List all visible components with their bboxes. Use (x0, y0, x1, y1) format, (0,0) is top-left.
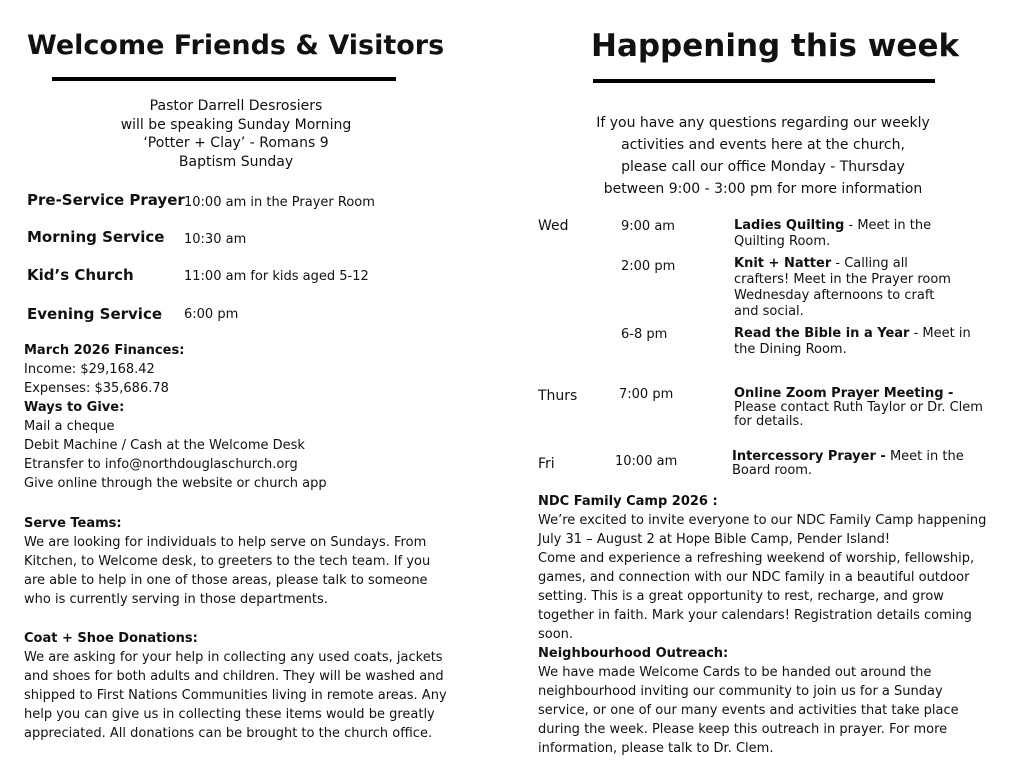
service-name: Morning Service (27, 228, 165, 246)
speaker-line: Pastor Darrell Desrosiers (149, 98, 323, 114)
outreach-body: We have made Welcome Cards to be handed out around the neighbourhood inviting our community to join us for a Sunday service, or one of our many events and activities that take place during the week. Please keep this outreach in prayer. For more information, please talk to Dr. Clem. (538, 665, 959, 756)
event-time: 10:00 am (615, 454, 678, 469)
event-title: Intercessory Prayer - (732, 449, 886, 464)
camp-body: We’re excited to invite everyone to our NDC Family Camp happening July 31 – August 2 at Hope Bible Camp, Pender Island! (538, 513, 987, 547)
event-description (734, 387, 989, 429)
serve-body: We are looking for individuals to help serve on Sundays. From Kitchen, to Welcome desk, to greeters to the tech team. If you are able to help in one of those areas, please talk to someone who is currently serving in those departments. (24, 535, 431, 607)
event-detail: - Meet in the Quilting Room. (734, 218, 932, 249)
service-time: 10:30 am (184, 232, 247, 247)
day-label: Thurs (538, 388, 578, 404)
event-title: Read the Bible in a Year (734, 326, 910, 341)
coat-block (24, 629, 454, 743)
event-description (734, 326, 974, 358)
service-name: Kid’s Church (27, 266, 134, 284)
coat-heading: Coat + Shoe Donations: (24, 631, 198, 646)
finances-expenses: Expenses: $35,686.78 (24, 381, 169, 396)
intro-line: between 9:00 - 3:00 pm for more information (603, 181, 923, 197)
intro-line: If you have any questions regarding our weekly (596, 115, 930, 131)
serve-heading: Serve Teams: (24, 516, 122, 531)
event-time: 7:00 pm (619, 387, 674, 402)
speaker-line: Baptism Sunday (178, 153, 294, 170)
intro-line: activities and events here at the church, (621, 137, 905, 153)
camp-block (538, 492, 993, 758)
service-name: Pre-Service Prayer (27, 191, 185, 209)
event-detail: - Calling all crafters! Meet in the Prayer room Wednesday afternoons to craft and social. (734, 256, 951, 319)
day-label: Fri (538, 456, 555, 472)
event-detail: Please contact Ruth Taylor or Dr. Clem for details. (734, 400, 983, 429)
intro-line: please call our office Monday - Thursday (621, 159, 905, 175)
ways-item: Mail a cheque (24, 419, 115, 434)
event-time: 6-8 pm (621, 327, 668, 342)
event-time: 2:00 pm (621, 259, 676, 274)
welcome-title-underline (52, 77, 396, 81)
welcome-title: Welcome Friends & Visitors (27, 30, 445, 61)
ways-item: Give online through the website or church app (24, 476, 327, 491)
event-title: Ladies Quilting (734, 218, 845, 233)
speaker-block (86, 97, 386, 171)
event-time: 9:00 am (621, 219, 675, 234)
ways-item: Etransfer to info@northdouglaschurch.org (24, 457, 298, 472)
sermon-title: ‘Potter + Clay’ - Romans 9 (143, 135, 329, 151)
camp-body: Come and experience a refreshing weekend of worship, fellowship, games, and connection with our NDC family in a beautiful outdoor setting. This is a great opportunity to rest, recharge, and grow together in faith. Mark your calendars! Registration details coming soon. (538, 551, 975, 642)
finances-income: Income: $29,168.42 (24, 362, 155, 377)
intro-block (558, 112, 968, 200)
happening-title: Happening this week (591, 28, 960, 64)
finances-block (24, 341, 464, 493)
event-detail: Meet in the Board room. (732, 449, 964, 478)
happening-title-underline (593, 79, 935, 83)
service-time: 10:00 am in the Prayer Room (184, 195, 375, 210)
camp-heading: NDC Family Camp 2026 : (538, 494, 718, 509)
coat-body: We are asking for your help in collecting any used coats, jackets and shoes for both adults and children. They will be washed and shipped to First Nations Communities living in remote areas. Any help you can give us in collecting these items would be greatly appreciated. All donations can be brought to the church office. (24, 650, 447, 741)
event-description (732, 450, 967, 478)
outreach-heading: Neighbourhood Outreach: (538, 646, 729, 661)
speaker-line: will be speaking Sunday Morning (120, 116, 352, 133)
serve-block (24, 514, 454, 609)
event-title: Online Zoom Prayer Meeting - (734, 386, 954, 401)
event-description (734, 218, 934, 250)
event-detail: - Meet in the Dining Room. (734, 326, 971, 357)
day-label: Wed (538, 218, 569, 234)
event-title: Knit + Natter (734, 256, 832, 271)
service-time: 6:00 pm (184, 307, 239, 322)
service-name: Evening Service (27, 305, 163, 323)
finances-heading: March 2026 Finances: (24, 343, 185, 358)
event-description (734, 256, 959, 320)
service-time: 11:00 am for kids aged 5-12 (184, 269, 369, 284)
ways-item: Debit Machine / Cash at the Welcome Desk (24, 438, 305, 453)
ways-heading: Ways to Give: (24, 400, 125, 415)
